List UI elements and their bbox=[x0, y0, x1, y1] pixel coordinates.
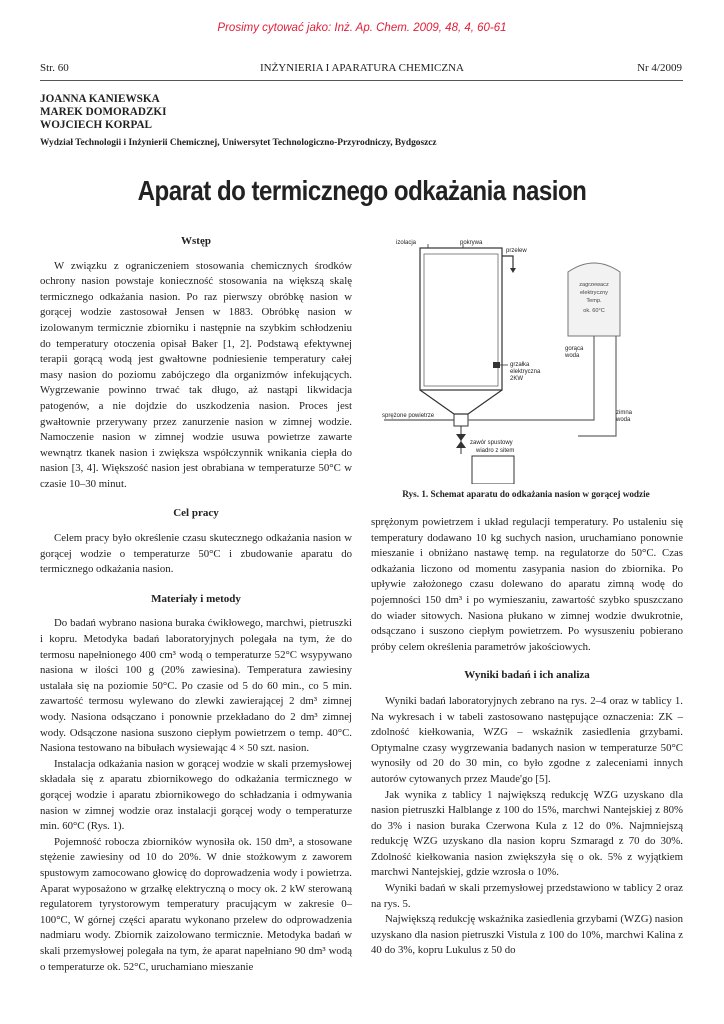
label-pokrywa: pokrywa bbox=[460, 240, 483, 246]
author-list bbox=[40, 93, 166, 132]
paragraph: Celem pracy było określenie czasu skutecznego odkażania nasion w gorącej wodzie o temperaturze 50°C i zbudowanie aparatu do termicznego odkażania nasion. bbox=[40, 532, 352, 576]
label-zimna-woda: zimna bbox=[616, 410, 633, 416]
journal-name: INŻYNIERIA I APARATURA CHEMICZNA bbox=[259, 62, 465, 74]
svg-text:woda: woda bbox=[565, 353, 580, 359]
tank-outer bbox=[420, 248, 502, 390]
section-heading: Wstęp bbox=[181, 235, 211, 247]
label-goraca-woda: gorąca bbox=[565, 346, 584, 352]
label-grzalka: grzałka bbox=[510, 362, 530, 368]
affiliation: Wydział Technologii i Inżynierii Chemicznej, Uniwersytet Technologiczno-Przyrodniczy, Bydgoszcz bbox=[40, 138, 437, 148]
heater bbox=[493, 362, 500, 368]
paragraph: W związku z ograniczeniem stosowania chemicznych środków ochrony nasion powstaje konieczność stosowania na większą skalę termicznego odkażania nasion. Po raz pierwszy obróbkę nasion w gorącej wodzie zastosował Jensen w 1883. Obróbkę nasion w izolowanym termicznie zbiorniku i następnie na szybkim schłodzeniu do temperatury otoczenia opisał Baker [1, 2]. Podstawą efektywnej terapii gorącą wodą jest gwałtowne podniesienie temperatury całej masy nasion do poziomu zabójczego dla organizmów infekujących. Wygrzewanie powinno trwać tak długo, aż nastąpi likwidacja patogenów, a nie dojdzie do uszkodzenia nasion. Proces jest gwałtownie przerywany przez zanurzenie nasion w zimnej wodzie. Namoczenie nasion w zimnej wodzie usuwa powietrze zawarte wewnątrz tkanek nasion i zwiększa współczynnik wnikania ciepła do nasion [3, 4]. Większość nasion jest obrabiana w temperaturze 50°C w czasie 10–30 minut. bbox=[40, 259, 352, 490]
paragraph: Wyniki badań laboratoryjnych zebrano na rys. 2–4 oraz w tablicy 1. Na wykresach i w tabeli zastosowano następujące oznaczenia: ZK – zdolność kiełkowania, WZG – wskaźnik zasiedlenia grzybami. Optymalne czasy wygrzewania badanych nasion w temperaturze 50°C wynosiły od 20 do 30 min, co było zgodne z zaleceniami innych autorów cytowanych przez Maude'go [5]. bbox=[371, 694, 683, 785]
citation-note: Prosimy cytować jako: Inż. Ap. Chem. 2009, 48, 4, 60-61 bbox=[217, 22, 507, 34]
paragraph: Jak wynika z tablicy 1 największą redukcję WZG uzyskano dla nasion pietruszki Halblange z 100 do 15%, marchwi Nantejskiej z 80% do 3% i nasion buraka Czerwona Kula z 12 do 0%. Najmniejszą redukcję WZG uzyskano dla nasion kopru Szmaragd z 70 do 30%. Zdolność kiełkowania nasion zwiększyła się o ok. 5% z wyjątkiem marchwi Nantejskiej, gdzie wzrosła o 10%. bbox=[371, 788, 683, 879]
label-przelew: przelew bbox=[506, 248, 527, 254]
svg-text:elektryczny: elektryczny bbox=[580, 290, 608, 296]
label-izolacja: izolacja bbox=[396, 240, 417, 246]
paragraph: sprężonym powietrzem i układ regulacji temperatury. Po ustaleniu się temperatury dodawano 10 kg suchych nasion, uruchamiano ponownie mieszanie i obniżano nastawę temp. na regulatorze do 50°C. Czas odkażania liczono od momentu zasypania nasion do zbiornika. Po upływie założonego czasu dolewano do aparatu zimną wodę do pojemności 150 dm³ i po wymieszaniu, zawartość szybko spuszczano do wiader sitowych. Nasiona płukano w zimnej wodzie dwukrotnie, odsączano i suszono ciepłym powietrzem. Po wysuszeniu pobierano próby celem określenia parametrów jakościowych. bbox=[371, 516, 683, 653]
section-heading: Cel pracy bbox=[173, 506, 219, 519]
author: WOJCIECH KORPAL bbox=[40, 119, 152, 131]
left-column bbox=[40, 234, 352, 975]
page-number: Str. 60 bbox=[40, 62, 69, 74]
author: MAREK DOMORADZKI bbox=[40, 106, 167, 118]
apparatus-diagram bbox=[368, 236, 680, 484]
section-heading: Wyniki badań i ich analiza bbox=[464, 669, 590, 682]
svg-text:2KW: 2KW bbox=[510, 376, 524, 382]
right-column bbox=[371, 515, 683, 959]
article-title: Aparat do termicznego odkażania nasion bbox=[137, 175, 587, 206]
figure-caption: Rys. 1. Schemat aparatu do odkażania nasion w gorącej wodzie bbox=[402, 489, 650, 499]
paragraph: Do badań wybrano nasiona buraka ćwikłowego, marchwi, pietruszki i kopru. Metodyka badań laboratoryjnych polegała na tym, że do termosu napełnionego 400 cm³ wodą o temperaturze 52°C wsypywano nasiona w ilości 100 g (20% zawiesina). Temperatura zawiesiny ustalała się na poziomie 50°C. Po czasie od 5 do 60 min., co 5 min. zawartość termosu wylewano do zlewki zawierającej 2 dm³ zimnej wody. Nasiona odsączano i ponownie przekładano do 2 dm³ zimnej wody. Odsączone nasiona suszono ciepłym powietrzem o temp. 40°C. Nasiona testowano na bibułach wysiewając 4 × 50 szt. nasion. bbox=[40, 617, 352, 755]
svg-text:Temp.: Temp. bbox=[586, 298, 602, 304]
paragraph: Wyniki badań w skali przemysłowej przedstawiono w tablicy 2 oraz na rys. 5. bbox=[371, 882, 683, 910]
issue-number: Nr 4/2009 bbox=[637, 62, 682, 74]
paragraph: Największą redukcję wskaźnika zasiedlenia grzybami (WZG) nasion uzyskano dla nasion pietruszki Vistula z 100 do 10%, marchwi Kalina z 40 do 3%, kopru Lukulus z 50 do bbox=[371, 913, 683, 957]
section-heading: Materiały i metody bbox=[151, 592, 241, 605]
svg-text:ok. 60°C: ok. 60°C bbox=[583, 308, 605, 314]
label-wiadro: wiadro z sitem bbox=[476, 448, 515, 454]
svg-text:elektryczna: elektryczna bbox=[510, 369, 541, 375]
valve-icon bbox=[456, 434, 466, 441]
paragraph: Instalacja odkażania nasion w gorącej wodzie w skali przemysłowej składała się z aparatu zbiornikowego do odkażania termicznego w gorącej wodzie i aparatu zbiornikowego do schładzania i odmywania nasion w zimnej wodzie oraz instalacji gorącej wody o temperaturze min. 60°C (Rys. 1). bbox=[40, 757, 352, 833]
tank-inner bbox=[424, 254, 498, 386]
label-sprezone: sprężone powietrze bbox=[382, 413, 435, 419]
svg-text:woda: woda bbox=[616, 417, 631, 423]
bucket bbox=[472, 456, 514, 484]
label-zawor: zawór spustowy bbox=[470, 440, 513, 446]
header-rule bbox=[40, 80, 683, 81]
tank-cone bbox=[420, 390, 502, 414]
paragraph: Pojemność robocza zbiorników wynosiła ok. 150 dm³, a stosowane stężenie zawiesiny od 10 do 20%. W dnie stożkowym z zaworem spustowym zamocowano głowicę do doprowadzenia wody i powietrza. Aparat wyposażono w grzałkę elektryczną o mocy ok. 2 kW sterowaną regulatorem tyrystorowym temperatury pracującym w zakresie 0–100°C, W górnej części aparatu wykonano przelew do odprowadzenia nadmiaru wody. Zbiornik zaizolowano termicznie. Metodyka badań w skali przemysłowej polegała na tym, że aparat napełniano 90 dm³ wodą o temperaturze ok. 52°C, uruchamiano mieszanie bbox=[40, 835, 352, 973]
label-zagrzewacz: zagrzewacz bbox=[579, 282, 609, 288]
author: JOANNA KANIEWSKA bbox=[40, 93, 160, 105]
